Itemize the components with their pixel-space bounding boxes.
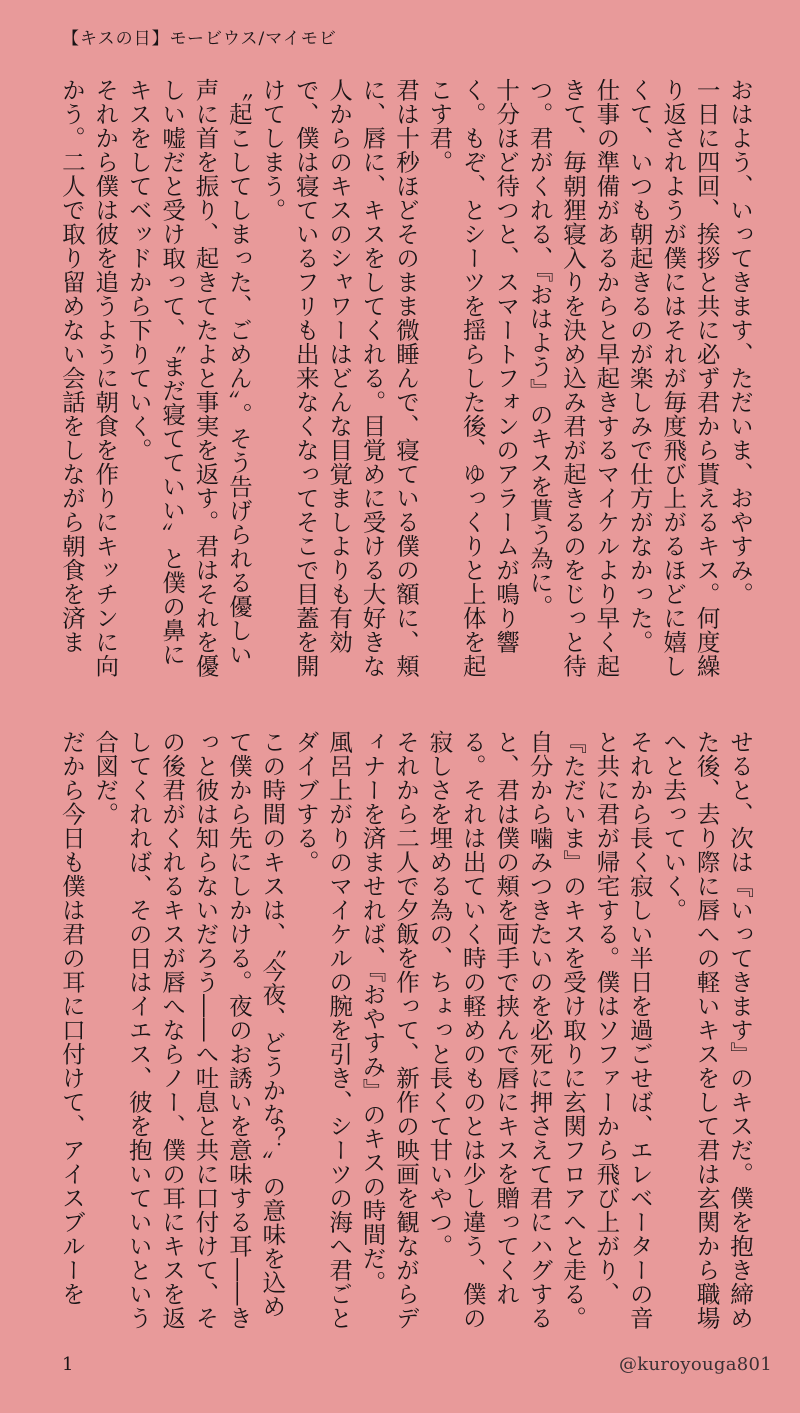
story-paragraph: 風呂上がりのマイケルの腕を引き、シーツの海へ君ごとダイブする。	[291, 730, 354, 1330]
story-paragraph: 君は十秒ほどそのまま微睡んで、寝ている僕の額に、頬に、唇に、キスをしてくれる。目覚めに受ける大好きな人からのキスのシャワーはどんな目覚ましよりも有効で、僕は寝ているフリも出来なくなってそこで目蓋を開けてしまう。	[258, 78, 420, 678]
story-paragraph: せると、次は『いってきます』のキスだ。僕を抱き締めた後、去り際に唇への軽いキスをして君は玄関から職場へと去っていく。	[659, 730, 754, 1330]
story-paragraph: 仕事の準備があるからと早起きするマイケルより早く起きて、毎朝狸寝入りを決め込み君が起きるのをじっと待つ。君がくれる、『おはよう』のキスを貰う為に。	[525, 78, 621, 678]
page-title: 【キスの日】モービウス/マイモビ	[62, 29, 337, 49]
author-handle: @kuroyouga801	[618, 1354, 772, 1375]
story-paragraph: おはよう、いってきます、ただいま、おやすみ。	[726, 78, 754, 606]
story-paragraph: それから長く寂しい半日を過ごせば、エレベーターの音と共に君が帰宅する。僕はソファーから飛び上がり、『ただいま』のキスを受け取りに玄関フロアへと走る。自分から噛みつきたいのを必死に押さえて君にハグすると、君は僕の頬を両手で挟んで唇にキスを贈ってくれる。それは出ていく時の軽めのものとは少し違う、僕の寂しさを埋める為の、ちょっと長くて甘いやつ。	[425, 730, 654, 1330]
story-paragraph: だから今日も僕は君の耳に口付けて、アイスブルーを	[57, 730, 86, 1306]
story-paragraph: 〝起こしてしまった、ごめん〟。そう告げられる優しい声に首を振り、起きてたよと事実を返す。君はそれを優しい嘘だと受け取って、〝まだ寝てていい〟と僕の鼻にキスをしてベッドから下りていく。	[124, 78, 253, 678]
story-paragraph: それから僕は彼を追うように朝食を作りにキッチンに向かう。二人で取り留めない会話をしながら朝食を済ま	[57, 78, 120, 678]
story-text-bottom	[56, 730, 756, 1334]
story-text-top	[56, 78, 756, 682]
story-paragraph: 十分ほど待つと、スマートフォンのアラームが鳴り響く。もぞ、とシーツを揺らした後、ゆっくりと上体を起こす君。	[425, 78, 521, 678]
story-paragraph: それから二人で夕飯を作って、新作の映画を観ながらディナーを済ませれば、『おやすみ』のキスの時間だ。	[358, 730, 420, 1330]
page-number: 1	[62, 1354, 74, 1375]
story-paragraph: この時間のキスは、〝今夜、どうかな？〟の意味を込めて僕から先にしかける。夜のお誘いを意味する耳――きっと彼は知らないだろう――へ吐息と共に口付けて、その後君がくれるキスが唇へならノー、僕の耳にキスを返してくれれば、その日はイエス、彼を抱いていいという合図だ。	[91, 730, 287, 1330]
story-paragraph: 一日に四回、挨拶と共に必ず君から貰えるキス。何度繰り返されようが僕にはそれが毎度飛び上がるほどに嬉しくて、いつも朝起きるのが楽しみで仕方がなかった。	[625, 78, 721, 678]
